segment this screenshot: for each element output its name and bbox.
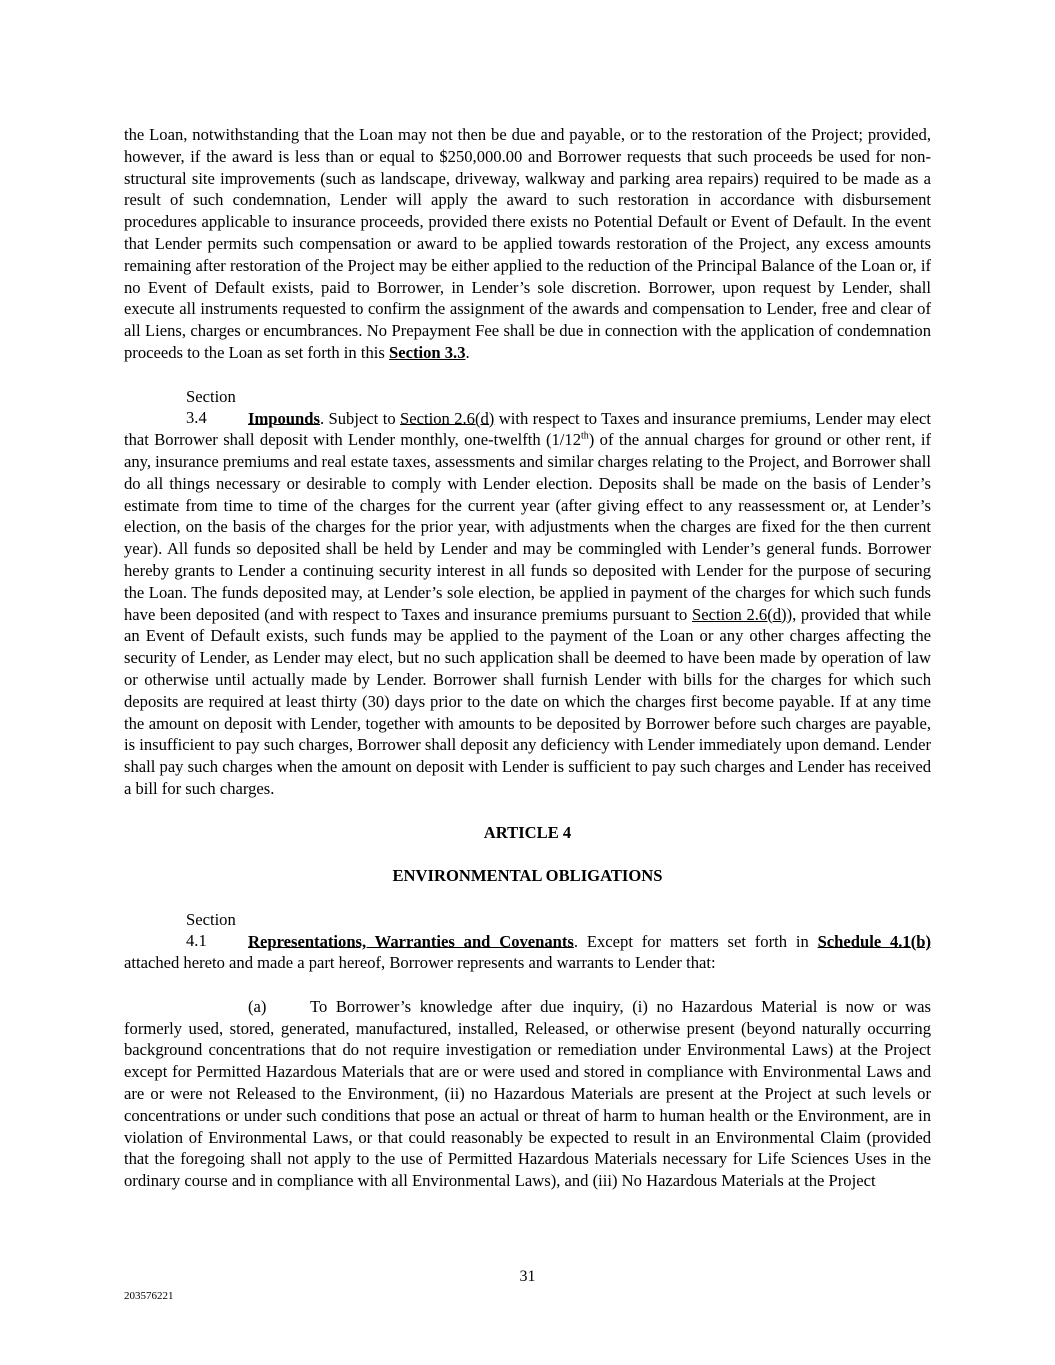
paragraph-condemnation-continued: the Loan, notwithstanding that the Loan may not then be due and payable, or to the restoration of the Project; provided, however, if the award is less than or equal to $250,000.00 and Borrower requests that such proceeds be used for non-structural site improvements (such as landscape, driveway, walkway and parking area repairs) required to be made as a result of such condemnation, Lender will apply the award to such restoration in accordance with disbursement procedures applicable to insurance proceeds, provided there exists no Potential Default or Event of Default. In the event that Lender permits such compensation or award to be applied towards restoration of the Project, any excess amounts remaining after restoration of the Project may be either applied to the reduction of the Principal Balance of the Loan or, if no Event of Default exists, paid to Borrower, in Lender’s sole discretion. Borrower, upon request by Lender, shall execute all instruments requested to confirm the assignment of the awards and compensation to Lender, free and clear of all Liens, charges or encumbrances. No Prepayment Fee shall be due in connection with the application of condemnation proceeds to the Loan as set forth in this Section 3.3. — [124, 125, 931, 362]
section-number: Section 4.1 — [186, 909, 236, 951]
article-title: ENVIRONMENTAL OBLIGATIONS — [392, 866, 663, 886]
section-4-1-paragraph: Section 4.1 Representations, Warranties and Covenants. Except for matters set forth in Schedule 4.1(b) attached hereto and made a part hereof, Borrower represents and warrants to Lender that: — [124, 909, 932, 973]
section-3-4-paragraph: Section 3.4 Impounds. Subject to Section 2.6(d) with respect to Taxes and insurance premiums, Lender may elect that Borrower shall deposit with Lender monthly, one-twelfth (1/12th) of the annual charges for ground or other rent, if any, insurance premiums and real estate taxes, assessments and similar charges relating to the Project, and Borrower shall do all things necessary or desirable to comply with Lender election. Deposits shall be made on the basis of Lender’s estimate from time to time of the charges for the current year (after giving effect to any reassessment or, at Lender’s election, on the basis of the charges for the prior year, with adjustments when the charges are fixed for the then current year). All funds so deposited shall be held by Lender and may be commingled with Lender’s general funds. Borrower hereby grants to Lender a continuing security interest in all funds so deposited with Lender for the purpose of securing the Loan. The funds deposited may, at Lender’s sole election, be applied in payment of the charges for which such funds have been deposited (and with respect to Taxes and insurance premiums pursuant to Section 2.6(d)), provided that while an Event of Default exists, such funds may be applied to the payment of the Loan or any other charges affecting the security of Lender, as Lender may elect, but no such application shall be deemed to have been made by operation of law or otherwise until actually made by Lender. Borrower shall furnish Lender with bills for the charges for which such deposits are required at least thirty (30) days prior to the date on which the charges first become payable. If at any time the amount on deposit with Lender, together with amounts to be deposited by Borrower before such charges are payable, is insufficient to pay such charges, Borrower shall deposit any deficiency with Lender immediately upon demand. Lender shall pay such charges when the amount on deposit with Lender is sufficient to pay such charges and Lender has received a bill for such charges. — [124, 386, 932, 798]
schedule-reference: Schedule 4.1(b) — [817, 931, 932, 951]
section-number: Section 3.4 — [186, 386, 236, 428]
section-2-6d-reference: Section 2.6(d) — [692, 604, 787, 624]
section-2-6d-reference: Section 2.6(d) — [400, 408, 495, 428]
section-3-3-reference: Section 3.3 — [388, 342, 466, 362]
document-id: 203576221 — [124, 1290, 174, 1302]
document-page — [124, 124, 931, 1192]
paragraph-text: the Loan, notwithstanding that the Loan may not then be due and payable, or to the restoration of the Project; provided, however, if the award is less than or equal to $250,000.00 and Borrower requests that such proceeds be used for non-structural site improvements (such as landscape, driveway, walkway and parking area repairs) required to be made as a result of such condemnation, Lender will apply the award to such restoration in accordance with disbursement procedures applicable to insurance proceeds, provided there exists no Potential Default or Event of Default. In the event that Lender permits such compensation or award to be applied towards restoration of the Project, any excess amounts remaining after restoration of the Project may be either applied to the reduction of the Principal Balance of the Loan or, if no Event of Default exists, paid to Borrower, in Lender’s sole discretion. Borrower, upon request by Lender, shall execute all instruments requested to confirm the assignment of the awards and compensation to Lender, free and clear of all Liens, charges or encumbrances. No Prepayment Fee shall be due in connection with the application of condemnation proceeds to the Loan as set forth in this — [124, 125, 931, 362]
superscript-th: th — [581, 430, 589, 442]
page-number: 31 — [519, 1268, 536, 1285]
section-title: Representations, Warranties and Covenants — [248, 931, 574, 951]
clause-a-paragraph: (a) To Borrower’s knowledge after due inquiry, (i) no Hazardous Material is now or was formerly used, stored, generated, manufactured, installed, Released, or otherwise present (beyond naturally occurring background concentrations that do not require investigation or remediation under Environmental Laws) at the Project except for Permitted Hazardous Materials that are or were used and stored in compliance with Environmental Laws and are or were not Released to the Environment, (ii) no Hazardous Materials are present at the Project at such levels or concentrations or under such conditions that pose an actual or threat of harm to human health or the Environment, are in violation of Environmental Laws, or that could reasonably be expected to result in an Environmental Claim (provided that the foregoing shall not apply to the use of Permitted Hazardous Materials necessary for Life Sciences Uses in the ordinary course and in compliance with all Environmental Laws), and (iii) No Hazardous Materials at the Project — [124, 996, 931, 1191]
article-heading: ARTICLE 4 — [483, 822, 572, 842]
clause-label: (a) — [248, 996, 267, 1016]
section-title: Impounds — [248, 408, 320, 428]
